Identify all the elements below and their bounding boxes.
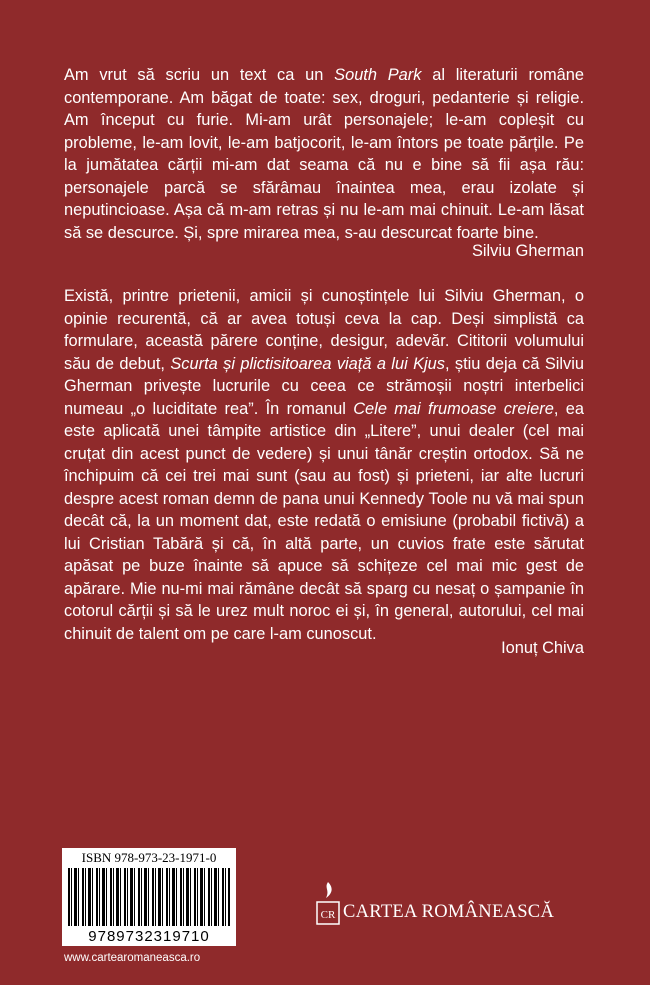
publisher-logo-icon	[314, 880, 342, 930]
quote-text-end: al literaturii române contemporane. Am băgat de toate: sex, droguri, pedanterie și religie. Am început cu furie. Mi-am urât personajele; le-am copleșit cu probleme, le-am lovit, le-am batjocorit, le-am întors pe toate părțile. Pe la jumătatea cărții mi-am dat seama că nu e bine să fii așa rău: personajele parcă se sfărâmau înaintea mea, erau izolate și neputincioase. Așa că m-am retras și nu le-am mai chinuit. Le-am lăsat să se descurce. Și, spre mirarea mea, s-au descurcat foarte bine.	[64, 66, 585, 242]
reviewer-signature: Ionuț Chiva	[501, 639, 584, 657]
publisher-name: CARTEA ROMÂNEASCĂ	[343, 902, 555, 922]
review-text-part1: Există, printre prietenii, amicii și cunoștințele lui Silviu Gherman, o opinie recurentă, că ar avea totuși ceva la cap. Deși simplistă ca formulare, această părere conține, desigur, adevăr. Cititorii volumului său de debut,	[64, 287, 584, 373]
quote-title-emphasis: South Park	[334, 66, 422, 84]
debut-book-title: Scurta și plictisitoarea viață a lui Kjus	[170, 354, 445, 373]
author-signature: Silviu Gherman	[471, 242, 584, 260]
review-text-part3: , ea este aplicată unei tâmpite artistice din „Litere”, unui dealer (cel mai cruțat din acest punct de vedere) și unui tânăr creștin ortodox. Să ne închipuim că cei trei mai sunt (sau au fost) și prieteni, iar alte lucruri despre acest roman demn de pana unui Kennedy Toole nu vă mai spun decât că, la un moment dat, este redată o emisiune (probabil fictivă) a lui Cristian Tabără și că, în altă parte, un cuvios frate este sărutat apăsat pe buze înainte să apuce să schițeze cel mai mic gest de apărare. Mie nu-mi mai rămâne decât să sparg cu nesaț o șampanie în cotorul cărții și să le urez mult noroc ei și, în general, autorului, cel mai chinuit de talent om pe care l-am cunoscut.	[64, 399, 584, 643]
publisher-logo-text: CR	[320, 909, 336, 921]
novel-title: Cele mai frumoase creiere	[353, 399, 554, 418]
barcode-digits: 9789732319710	[88, 928, 210, 945]
publisher-website: www.cartearomaneasca.ro	[64, 952, 201, 964]
isbn-number: ISBN 978-973-23-1971-0	[81, 850, 217, 865]
barcode-bars	[68, 868, 230, 926]
quote-text-start: Am vrut să scriu un text ca un	[64, 66, 335, 84]
isbn-barcode	[62, 848, 236, 946]
back-cover-quote	[64, 64, 584, 244]
review-text	[64, 285, 584, 645]
review-text-part2: , știu deja că Silviu Gherman privește lucrurile cu ceea ce strămoșii noștri interbelici numeau „o luciditate rea”. În romanul	[64, 354, 585, 418]
